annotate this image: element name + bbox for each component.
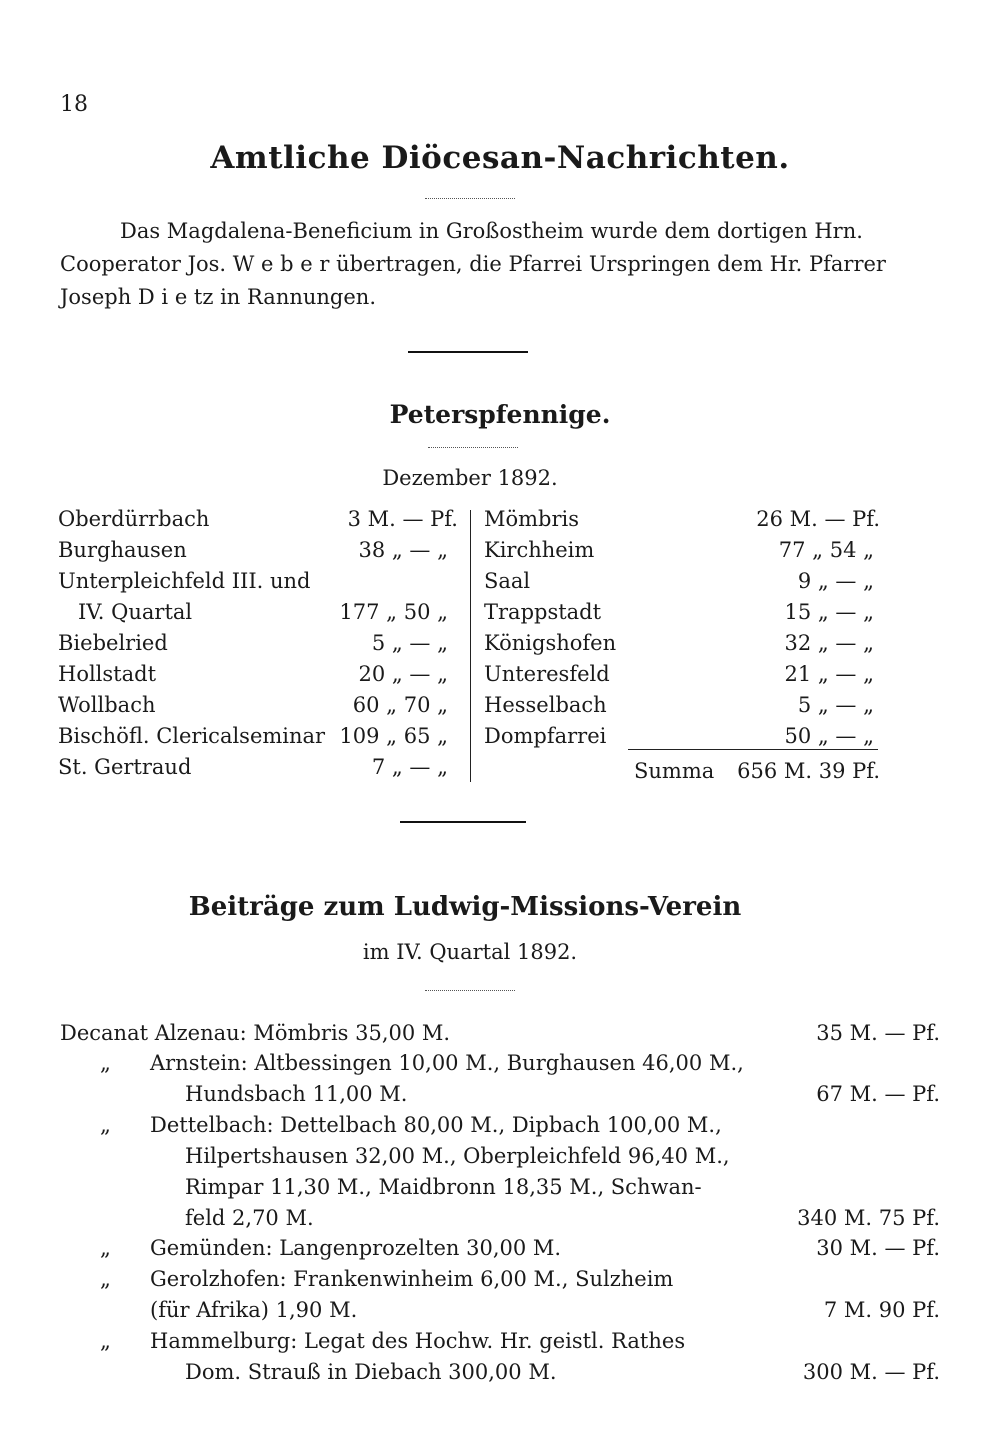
list-item bbox=[484, 535, 880, 565]
sum-label: Summa bbox=[634, 759, 715, 783]
sum-rule bbox=[628, 749, 878, 750]
entry-text: Dettelbach: Dettelbach 80,00 M., Dipbach 100,00 M., bbox=[150, 1113, 722, 1137]
intro-line: Das Magdalena-Beneficium in Großostheim wurde dem dortigen Hrn. bbox=[120, 219, 863, 243]
parish-amount: 3 M. — Pf. bbox=[347, 507, 458, 531]
entry-text: Arnstein: Altbessingen 10,00 M., Burghausen 46,00 M., bbox=[150, 1051, 744, 1075]
parish-amount: 77 „ 54 „ bbox=[778, 538, 874, 562]
ludwig-subtitle: im IV. Quartal 1892. bbox=[362, 940, 578, 964]
parish-name: Oberdürrbach bbox=[58, 507, 210, 531]
ditto-mark: „ bbox=[100, 1267, 111, 1291]
ditto-mark: „ bbox=[100, 1236, 111, 1260]
entry-text: Hilpertshausen 32,00 M., Oberpleichfeld 96,40 M., bbox=[185, 1144, 730, 1168]
intro-line: Joseph D i e tz in Rannungen. bbox=[60, 285, 376, 309]
parish-amount: 5 „ — „ bbox=[371, 631, 448, 655]
parish-name: Kirchheim bbox=[484, 538, 595, 562]
parish-amount: 60 „ 70 „ bbox=[352, 693, 448, 717]
list-item bbox=[484, 690, 880, 720]
entry-text: Dom. Strauß in Diebach 300,00 M. bbox=[185, 1360, 557, 1384]
list-item bbox=[58, 752, 458, 782]
list-item bbox=[60, 1326, 940, 1356]
list-item bbox=[484, 566, 880, 596]
ornament-divider bbox=[428, 447, 518, 454]
list-item bbox=[58, 504, 458, 534]
parish-name: Trappstadt bbox=[484, 600, 602, 624]
entry-amount: 7 M. 90 Pf. bbox=[823, 1298, 940, 1322]
list-item bbox=[60, 1110, 940, 1140]
main-heading: Amtliche Diöcesan-Nachrichten. bbox=[210, 140, 790, 176]
list-item bbox=[58, 597, 458, 627]
entry-amount: 340 M. 75 Pf. bbox=[797, 1206, 940, 1230]
parish-name: Unterpleichfeld III. und bbox=[58, 569, 311, 593]
list-item bbox=[58, 628, 458, 658]
entry-amount: 67 M. — Pf. bbox=[816, 1082, 940, 1106]
parish-name: Wollbach bbox=[58, 693, 156, 717]
entry-text: Hammelburg: Legat des Hochw. Hr. geistl. Rathes bbox=[150, 1329, 686, 1353]
parish-amount: 7 „ — „ bbox=[371, 755, 448, 779]
list-item bbox=[60, 1018, 940, 1048]
parish-name: Biebelried bbox=[58, 631, 168, 655]
list-item bbox=[58, 535, 458, 565]
list-item bbox=[60, 1264, 940, 1294]
list-item bbox=[484, 504, 880, 534]
section-rule bbox=[408, 351, 528, 353]
ditto-mark: „ bbox=[100, 1329, 111, 1353]
ditto-mark: „ bbox=[100, 1113, 111, 1137]
list-item bbox=[60, 1233, 940, 1263]
entry-text: Hundsbach 11,00 M. bbox=[185, 1082, 408, 1106]
parish-name: Bischöfl. Clericalseminar bbox=[58, 724, 326, 748]
entry-text: feld 2,70 M. bbox=[185, 1206, 314, 1230]
list-item bbox=[58, 690, 458, 720]
entry-amount: 300 M. — Pf. bbox=[802, 1360, 940, 1384]
list-item bbox=[58, 566, 458, 596]
parish-name: Hollstadt bbox=[58, 662, 157, 686]
parish-amount: 32 „ — „ bbox=[784, 631, 874, 655]
peterspfennige-month: Dezember 1892. bbox=[382, 466, 558, 490]
list-item bbox=[58, 659, 458, 689]
list-item bbox=[60, 1295, 940, 1325]
parish-amount: 21 „ — „ bbox=[784, 662, 874, 686]
entry-text: (für Afrika) 1,90 M. bbox=[150, 1298, 358, 1322]
ditto-mark: „ bbox=[100, 1051, 111, 1075]
intro-paragraph bbox=[60, 215, 890, 314]
parish-amount: 5 „ — „ bbox=[797, 693, 874, 717]
entry-amount: 30 M. — Pf. bbox=[816, 1236, 940, 1260]
list-item bbox=[484, 628, 880, 658]
list-item bbox=[60, 1172, 940, 1202]
parish-amount: 38 „ — „ bbox=[358, 538, 448, 562]
intro-line: Cooperator Jos. W e b e r übertragen, die Pfarrei Urspringen dem Hr. Pfarrer bbox=[60, 252, 886, 276]
parish-name: St. Gertraud bbox=[58, 755, 192, 779]
parish-name: IV. Quartal bbox=[78, 600, 193, 624]
parish-amount: 109 „ 65 „ bbox=[339, 724, 448, 748]
entry-text: Rimpar 11,30 M., Maidbronn 18,35 M., Schwan- bbox=[185, 1175, 702, 1199]
sum-amount: 656 M. 39 Pf. bbox=[737, 759, 880, 783]
entry-amount: 35 M. — Pf. bbox=[816, 1021, 940, 1045]
list-item bbox=[484, 721, 880, 751]
list-item bbox=[60, 1141, 940, 1171]
list-item bbox=[484, 659, 880, 689]
list-item bbox=[60, 1357, 940, 1387]
parish-name: Unteresfeld bbox=[484, 662, 610, 686]
parish-name: Dompfarrei bbox=[484, 724, 607, 748]
ludwig-title: Beiträge zum Ludwig-Missions-Verein bbox=[188, 892, 742, 922]
peterspfennige-title: Peterspfennige. bbox=[389, 400, 611, 429]
parish-name: Königshofen bbox=[484, 631, 617, 655]
list-item bbox=[484, 597, 880, 627]
parish-amount: 26 M. — Pf. bbox=[756, 507, 880, 531]
list-item bbox=[58, 721, 458, 751]
ornament-divider bbox=[425, 198, 515, 205]
column-divider bbox=[470, 510, 471, 782]
parish-name: Burghausen bbox=[58, 538, 187, 562]
list-item bbox=[60, 1079, 940, 1109]
entry-text: Decanat Alzenau: Mömbris 35,00 M. bbox=[60, 1021, 451, 1045]
list-item bbox=[60, 1203, 940, 1233]
sum-row bbox=[484, 756, 880, 786]
parish-amount: 177 „ 50 „ bbox=[339, 600, 448, 624]
entry-text: Gemünden: Langenprozelten 30,00 M. bbox=[150, 1236, 562, 1260]
parish-name: Hesselbach bbox=[484, 693, 607, 717]
parish-amount: 20 „ — „ bbox=[358, 662, 448, 686]
parish-amount: 50 „ — „ bbox=[784, 724, 874, 748]
list-item bbox=[60, 1048, 940, 1078]
parish-name: Mömbris bbox=[484, 507, 580, 531]
ornament-divider bbox=[425, 990, 515, 997]
parish-amount: 9 „ — „ bbox=[797, 569, 874, 593]
parish-amount: 15 „ — „ bbox=[784, 600, 874, 624]
page-number: 18 bbox=[60, 92, 88, 117]
parish-name: Saal bbox=[484, 569, 531, 593]
section-rule bbox=[400, 821, 526, 823]
entry-text: Gerolzhofen: Frankenwinheim 6,00 M., Sulzheim bbox=[150, 1267, 674, 1291]
